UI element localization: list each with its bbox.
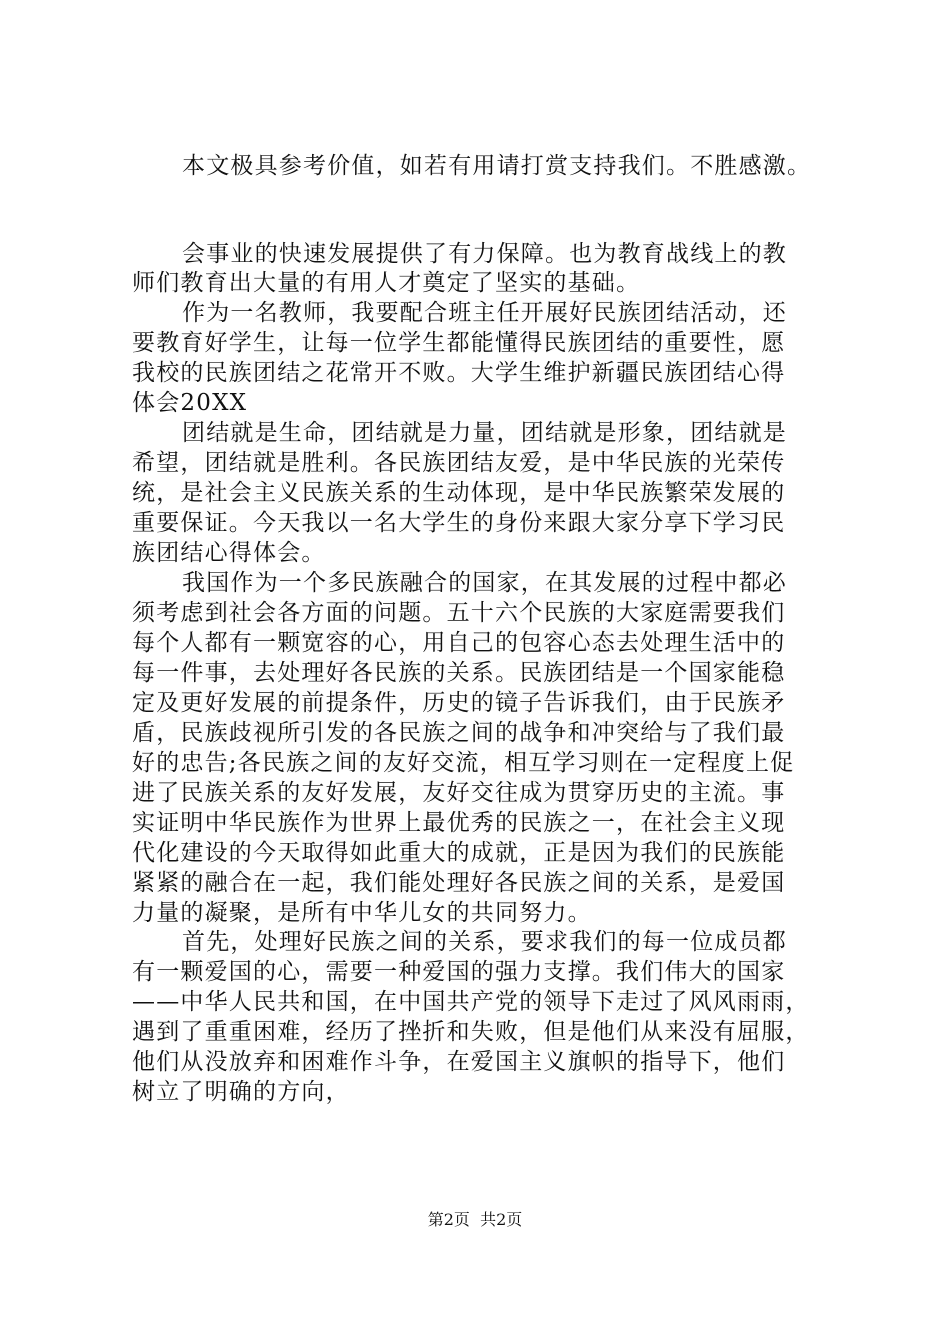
text-line: 首先，处理好民族之间的关系，要求我们的每一位成员都 [182, 929, 787, 955]
text-line: 要教育好学生，让每一位学生都能懂得民族团结的重要性，愿 [132, 330, 786, 356]
text-line: 会事业的快速发展提供了有力保障。也为教育战线上的教 [182, 241, 787, 267]
text-line: 体会20XX [132, 390, 248, 416]
text-line: 他们从没放弃和困难作斗争，在爱国主义旗帜的指导下，他们 [132, 1049, 786, 1075]
text-line: 族团结心得体会。 [132, 540, 326, 566]
text-line: 好的忠告;各民族之间的友好交流，相互学习则在一定程度上促 [132, 750, 795, 776]
notice-line: 本文极具参考价值，如若有用请打赏支持我们。不胜感激。 [182, 153, 812, 179]
text-line: 有一颗爱国的心，需要一种爱国的强力支撑。我们伟大的国家 [132, 959, 786, 985]
text-line: 我校的民族团结之花常开不败。大学生维护新疆民族团结心得 [132, 360, 786, 386]
text-line: 树立了明确的方向， [132, 1079, 350, 1105]
text-line: 须考虑到社会各方面的问题。五十六个民族的大家庭需要我们 [132, 600, 786, 626]
text-line: 遇到了重重困难，经历了挫折和失败，但是他们从来没有屈服， [132, 1019, 810, 1045]
text-line: 代化建设的今天取得如此重大的成就，正是因为我们的民族能 [132, 840, 786, 866]
text-line: 师们教育出大量的有用人才奠定了坚实的基础。 [132, 270, 641, 296]
text-line: ——中华人民共和国，在中国共产党的领导下走过了风风雨雨， [132, 989, 810, 1015]
text-line: 实证明中华民族作为世界上最优秀的民族之一，在社会主义现 [132, 810, 786, 836]
text-line: 希望，团结就是胜利。各民族团结友爱，是中华民族的光荣传 [132, 450, 786, 476]
text-line: 作为一名教师，我要配合班主任开展好民族团结活动，还 [182, 300, 787, 326]
text-line: 紧紧的融合在一起，我们能处理好各民族之间的关系，是爱国 [132, 870, 786, 896]
text-line: 每一件事，去处理好各民族的关系。民族团结是一个国家能稳 [132, 660, 786, 686]
text-line: 统，是社会主义民族关系的生动体现，是中华民族繁荣发展的 [132, 480, 786, 506]
text-line: 团结就是生命，团结就是力量，团结就是形象，团结就是 [182, 420, 787, 446]
page-number-footer: 第2页 共2页 [427, 1210, 523, 1229]
text-line: 力量的凝聚，是所有中华儿女的共同努力。 [132, 900, 592, 926]
text-line: 重要保证。今天我以一名大学生的身份来跟大家分享下学习民 [132, 510, 786, 536]
text-line: 盾，民族歧视所引发的各民族之间的战争和冲突给与了我们最 [132, 720, 786, 746]
text-line: 定及更好发展的前提条件，历史的镜子告诉我们，由于民族矛 [132, 690, 786, 716]
text-line: 每个人都有一颗宽容的心，用自己的包容心态去处理生活中的 [132, 630, 786, 656]
text-line: 进了民族关系的友好发展，友好交往成为贯穿历史的主流。事 [132, 780, 786, 806]
text-line: 我国作为一个多民族融合的国家，在其发展的过程中都必 [182, 570, 787, 596]
